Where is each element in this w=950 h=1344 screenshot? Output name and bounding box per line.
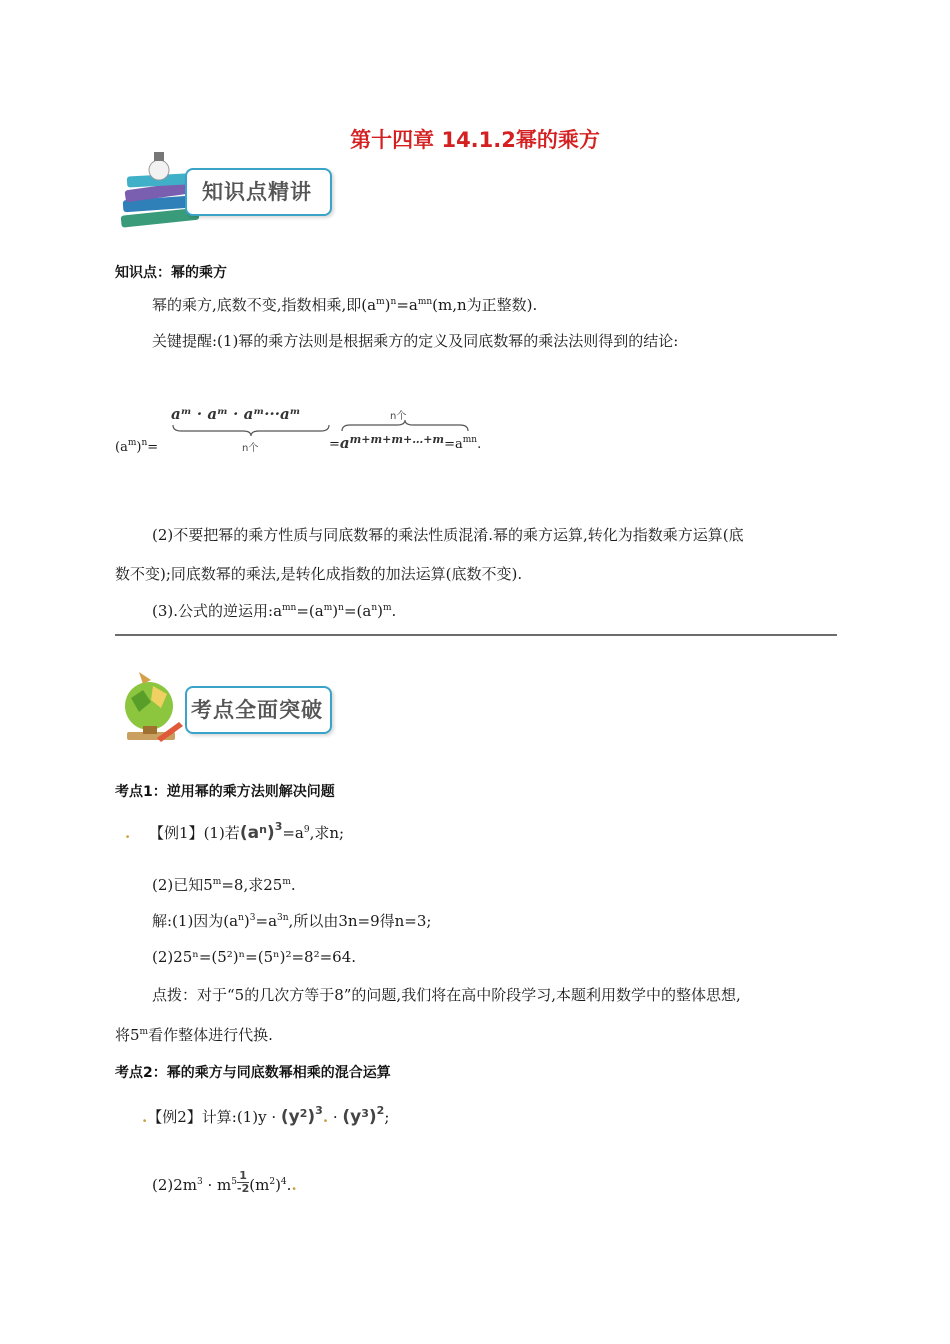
- exam2-question-2: $(2)2m^3 \cdot m^5$ $\frac{1}{-2}$ $(m^2)^4$..: [152, 1169, 297, 1195]
- overbrace-icon: [340, 419, 470, 433]
- question-text: .: [286, 1176, 292, 1194]
- formula-power-sum: $=a^{m+m+m+\dots+m}=a^{mn}$.: [329, 433, 482, 452]
- question-text: ): [275, 1176, 281, 1194]
- section-divider: [115, 634, 837, 636]
- underbrace-icon: [171, 423, 331, 437]
- exam1-question-2: (2)已知$5^m=8$,求25$^m$.: [152, 876, 296, 894]
- tip-2-line-1: (2)不要把幂的乘方性质与同底数幂的乘法性质混淆.幂的乘方运算,转化为指数乘方运算(底: [152, 526, 744, 544]
- marker-dot: .: [125, 824, 131, 842]
- hint-text: 看作整体进行代换.: [148, 1026, 273, 1044]
- exam1-hint-line-1: 点拨：对于“5的几次方等于8”的问题,我们将在高中阶段学习,本题利用数学中的整体思想,: [152, 986, 741, 1004]
- question-text: =a: [282, 824, 304, 842]
- question-text: (2)已知5: [152, 876, 213, 894]
- question-text: (2)2m: [152, 1176, 198, 1194]
- n-count-label: n个: [242, 443, 259, 454]
- knowledge-heading: 知识点：幂的乘方: [115, 265, 227, 281]
- tip-text: =(a: [296, 602, 324, 620]
- exam2-heading: 考点2：幂的乘方与同底数幂相乘的混合运算: [115, 1065, 391, 1081]
- solution-text: =a: [255, 912, 278, 930]
- formula-product: aᵐ · aᵐ · aᵐ···aᵐ: [171, 405, 301, 423]
- example-label: 【例1】: [149, 824, 204, 842]
- tip-text: =(a: [343, 602, 372, 620]
- tip-text: .: [391, 602, 397, 620]
- formula-text: (a: [115, 440, 128, 455]
- sum-exponent: m+m+m+…+m: [349, 433, 445, 446]
- exam2-question-1: .【例2】计算:(1)y · $(y^2)^3$. · $(y^3)^2$;: [142, 1104, 390, 1127]
- page-title: 第十四章 14.1.2幂的乘方: [350, 128, 600, 152]
- formula-derivation: [115, 395, 515, 475]
- formula-text: =: [329, 437, 340, 452]
- question-text: (1)若: [203, 824, 240, 842]
- solution-text: ,所以由3n=9得n=3;: [288, 912, 432, 930]
- tip-2-line-2: 数不变);同底数幂的乘法,是转化成指数的加法运算(底数不变).: [115, 565, 523, 583]
- tip-text: ): [332, 602, 339, 620]
- tip-text: ): [377, 602, 383, 620]
- question-text: · m: [202, 1176, 232, 1194]
- formula-text: =a: [444, 437, 463, 452]
- formula-text: ): [136, 440, 142, 455]
- banner-label: 考点全面突破: [191, 698, 323, 722]
- banner-label: 知识点精讲: [202, 180, 312, 204]
- example-label: 【例2】: [147, 1108, 202, 1126]
- question-text: 计算:(1)y ·: [201, 1108, 277, 1126]
- solution-text: ): [243, 912, 250, 930]
- rule-statement: 幂的乘方,底数不变,指数相乘,即$(a^m)^n=a^{mn}(m,n$为正整数).: [152, 296, 538, 314]
- question-text: ,求n;: [309, 824, 345, 842]
- exam1-hint-line-2: 将5$^m$看作整体进行代换.: [115, 1026, 273, 1044]
- solution-text: 解:(1)因为(a: [152, 912, 239, 930]
- tip-text: (3).公式的逆运用:a: [152, 602, 283, 620]
- formula-left: $(a^m)^n=$: [115, 438, 159, 455]
- rule-text: (m,n为正整数).: [432, 296, 538, 314]
- n-count-label-top: n个: [390, 411, 407, 422]
- formula-text: =: [147, 440, 159, 455]
- question-text: =8,求25: [221, 876, 283, 894]
- question-text: ;: [384, 1108, 390, 1126]
- exam1-solution-1: 解:(1)因为$(a^n)^3=a^{3n}$,所以由3n=9得n=3;: [152, 912, 432, 930]
- exam1-heading: 考点1：逆用幂的乘方法则解决问题: [115, 784, 335, 800]
- rule-text: 幂的乘方,底数不变,指数相乘,即(a: [152, 296, 377, 314]
- exam1-question-1: . 【例1】(1)若$(a^n)^3=a^9$,求n;: [125, 820, 345, 843]
- exam-banner: [117, 668, 332, 748]
- marker-dot: .: [142, 1108, 148, 1126]
- hint-text: 将5: [115, 1026, 140, 1044]
- question-text: (m: [249, 1176, 270, 1194]
- tip-1: 关键提醒:(1)幂的乘方法则是根据乘方的定义及同底数幂的乘法法则得到的结论:: [152, 332, 679, 350]
- knowledge-banner: [117, 150, 332, 230]
- rule-text: =a: [396, 296, 418, 314]
- rule-text: ): [384, 296, 391, 314]
- tip-3: (3).公式的逆运用$:a^{mn}=(a^m)^n=(a^n)^m$.: [152, 602, 397, 620]
- exam1-solution-2: (2)25ⁿ=(5²)ⁿ=(5ⁿ)²=8²=64.: [152, 948, 357, 966]
- question-text: .: [290, 876, 296, 894]
